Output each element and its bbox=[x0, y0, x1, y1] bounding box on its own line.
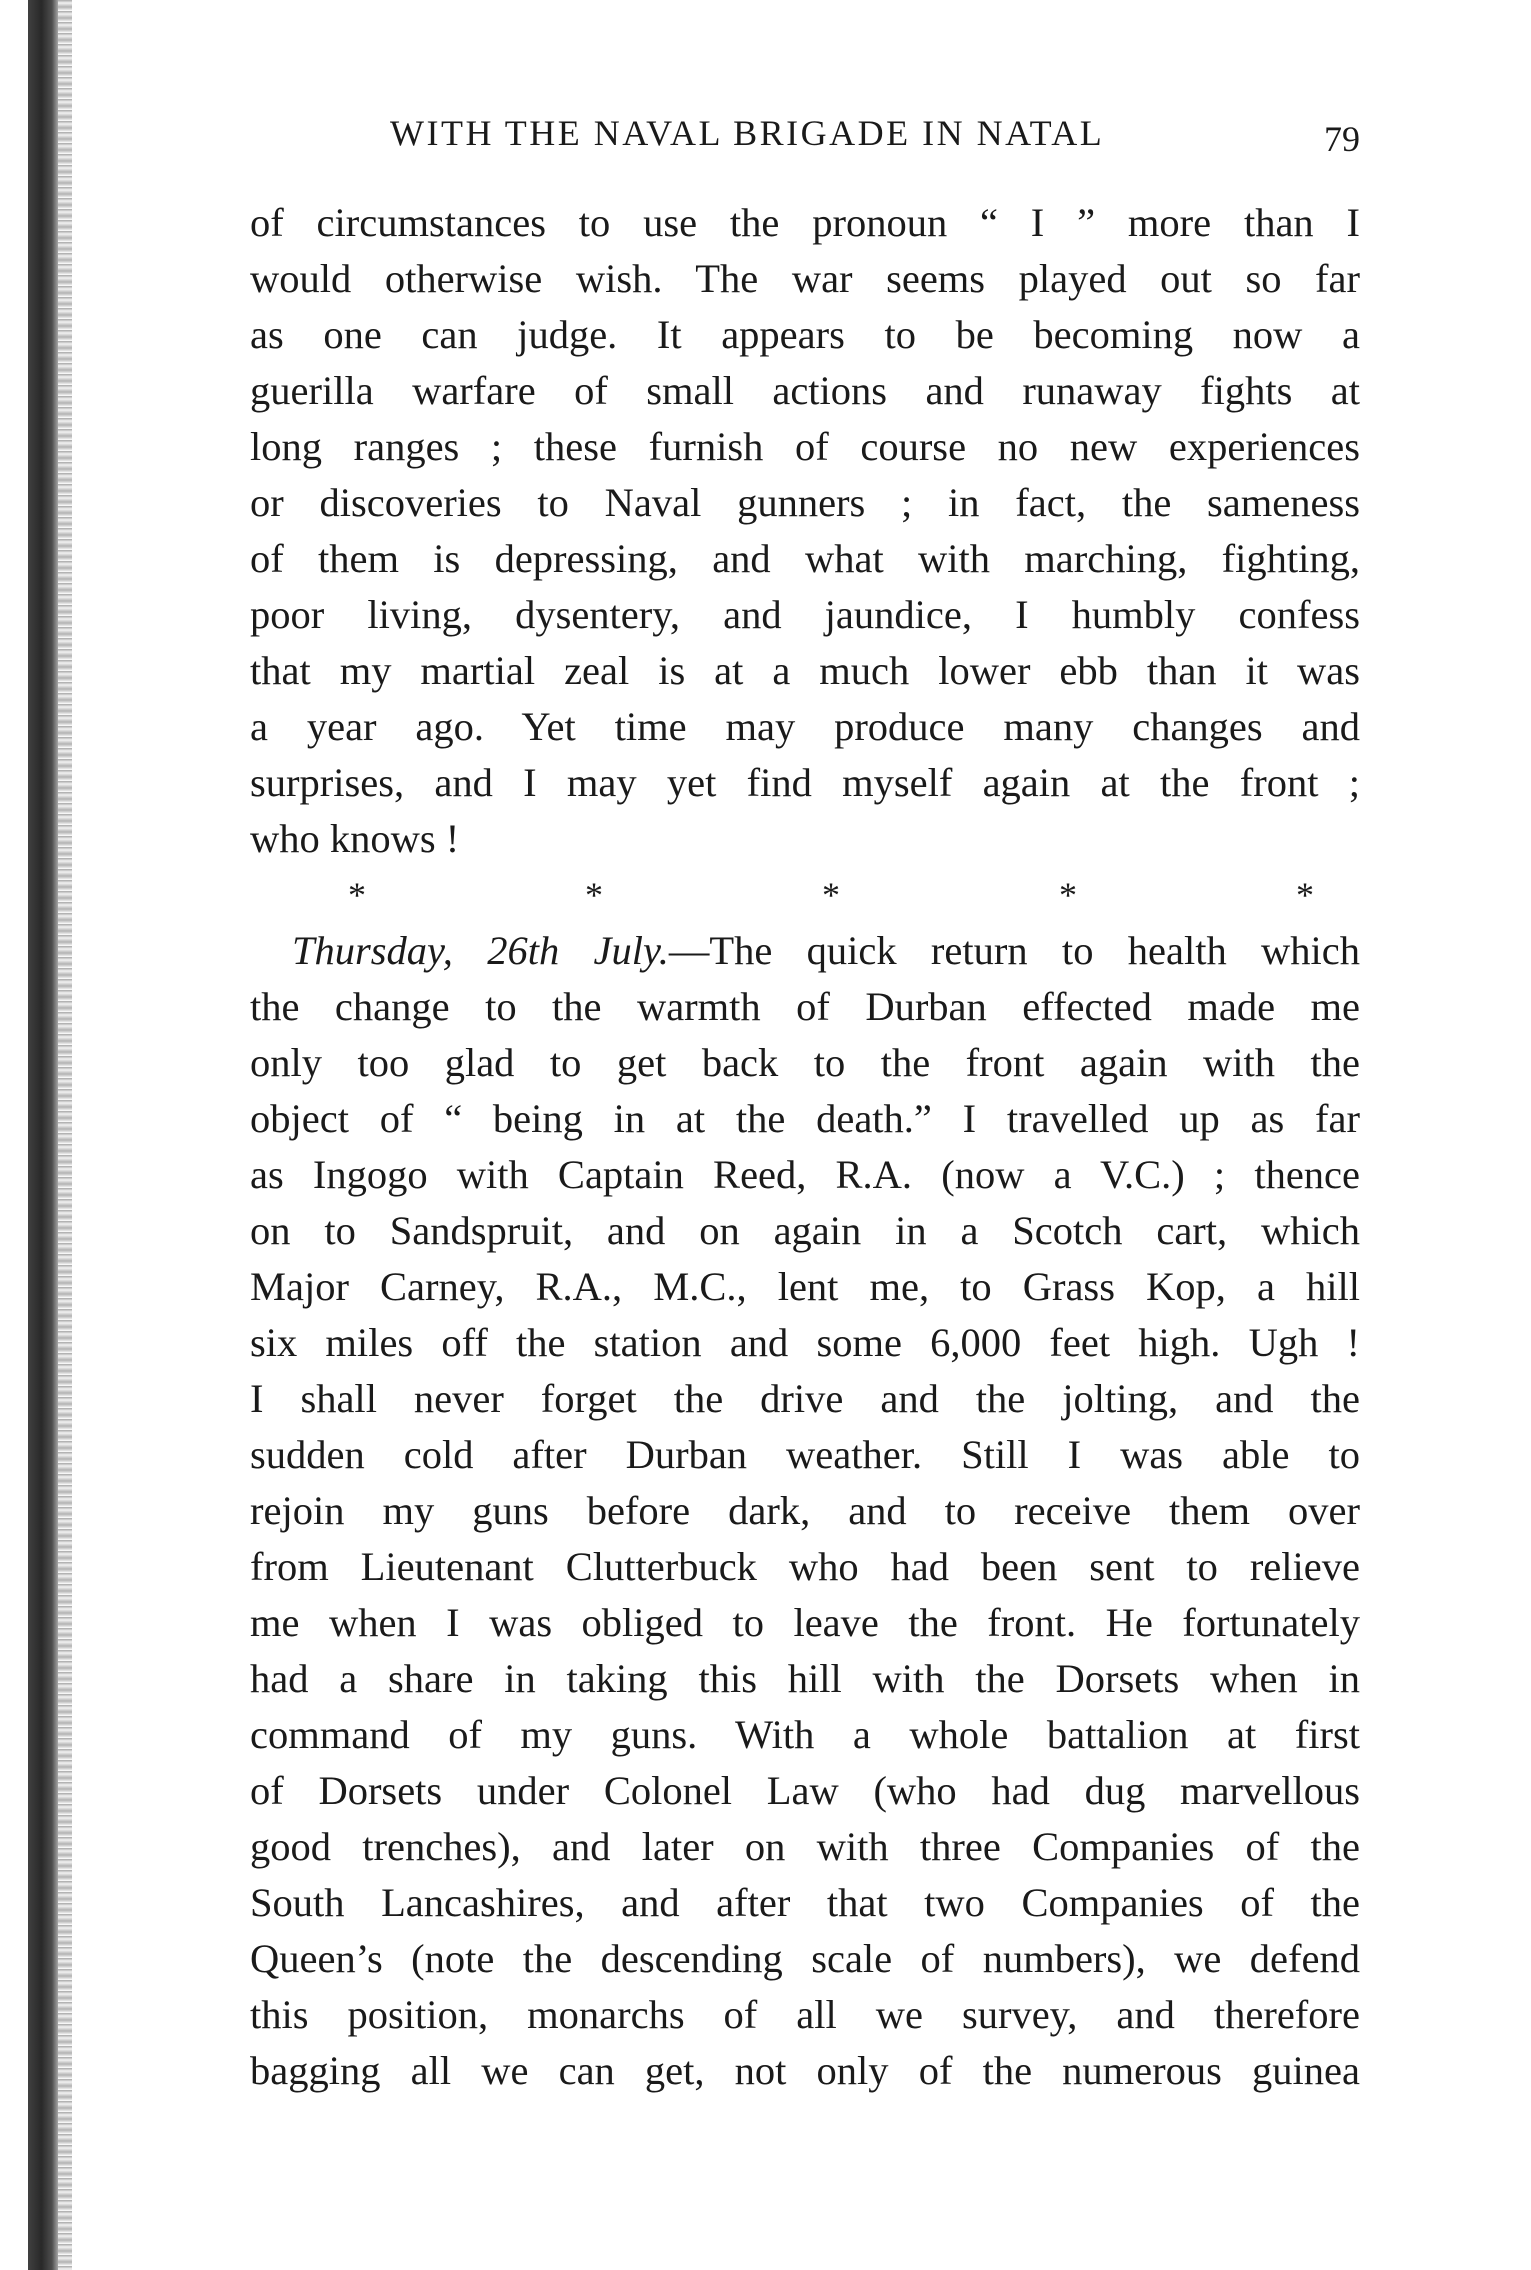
text-line: only too glad to get back to the front again with the bbox=[250, 1040, 1360, 1085]
text-line: command of my guns. With a whole battalion at first bbox=[250, 1712, 1360, 1757]
text-line: I shall never forget the drive and the jolting, and the bbox=[250, 1376, 1360, 1421]
text-line: as Ingogo with Captain Reed, R.A. (now a V.C.) ; thence bbox=[250, 1152, 1360, 1197]
text-line: object of “ being in at the death.” I travelled up as far bbox=[250, 1096, 1360, 1141]
text-line: surprises, and I may yet find myself again at the front ; bbox=[250, 760, 1360, 805]
text-line: bagging all we can get, not only of the numerous guinea bbox=[250, 2048, 1360, 2093]
entry-date: Thursday, 26th July. bbox=[292, 928, 669, 973]
text-line: this position, monarchs of all we survey, and therefore bbox=[250, 1992, 1360, 2037]
paragraph-1 bbox=[250, 195, 1360, 867]
text-line: me when I was obliged to leave the front. He fortunately bbox=[250, 1600, 1360, 1645]
book-binding-shadow bbox=[28, 0, 58, 2270]
text-line: six miles off the station and some 6,000 feet high. Ugh ! bbox=[250, 1320, 1360, 1365]
text-line: would otherwise wish. The war seems played out so far bbox=[250, 256, 1360, 301]
text-line: of Dorsets under Colonel Law (who had dug marvellous bbox=[250, 1768, 1360, 1813]
page-number: 79 bbox=[1324, 119, 1360, 159]
text-line: of circumstances to use the pronoun “ I ” more than I bbox=[250, 200, 1360, 245]
text-line: that my martial zeal is at a much lower ebb than it was bbox=[250, 648, 1360, 693]
asterisk: * bbox=[1059, 875, 1077, 915]
text-line: of them is depressing, and what with marching, fighting, bbox=[250, 536, 1360, 581]
asterisk: * bbox=[1296, 875, 1314, 915]
paragraph-2 bbox=[250, 923, 1360, 2099]
text-line: had a share in taking this hill with the Dorsets when in bbox=[250, 1656, 1360, 1701]
text-line: long ranges ; these furnish of course no new experiences bbox=[250, 424, 1360, 469]
text-line: South Lancashires, and after that two Companies of the bbox=[250, 1880, 1360, 1925]
asterisk: * bbox=[348, 875, 366, 915]
asterisk: * bbox=[822, 875, 840, 915]
text-line: or discoveries to Naval gunners ; in fact, the sameness bbox=[250, 480, 1360, 525]
body-text bbox=[250, 195, 1360, 2099]
text-line: Major Carney, R.A., M.C., lent me, to Grass Kop, a hill bbox=[250, 1264, 1360, 1309]
text-line: rejoin my guns before dark, and to receive them over bbox=[250, 1488, 1360, 1533]
text-line: who knows ! bbox=[250, 816, 460, 861]
text-line: Queen’s (note the descending scale of numbers), we defend bbox=[250, 1936, 1360, 1981]
first-line-rest: —The quick return to health which bbox=[668, 928, 1360, 973]
text-line: a year ago. Yet time may produce many changes and bbox=[250, 704, 1360, 749]
text-line: sudden cold after Durban weather. Still I was able to bbox=[250, 1432, 1360, 1477]
text-line: guerilla warfare of small actions and runaway fights at bbox=[250, 368, 1360, 413]
text-line: as one can judge. It appears to be becoming now a bbox=[250, 312, 1360, 357]
page-header bbox=[250, 112, 1360, 172]
text-line: the change to the warmth of Durban effected made me bbox=[250, 984, 1360, 1029]
section-separator bbox=[250, 867, 1360, 923]
asterisk: * bbox=[585, 875, 603, 915]
text-line: from Lieutenant Clutterbuck who had been sent to relieve bbox=[250, 1544, 1360, 1589]
text-line: poor living, dysentery, and jaundice, I humbly confess bbox=[250, 592, 1360, 637]
text-line-first bbox=[250, 923, 1360, 979]
running-title: WITH THE NAVAL BRIGADE IN NATAL bbox=[390, 113, 1105, 153]
page-gutter-edge bbox=[58, 0, 72, 2270]
text-line: good trenches), and later on with three Companies of the bbox=[250, 1824, 1360, 1869]
text-line: on to Sandspruit, and on again in a Scotch cart, which bbox=[250, 1208, 1360, 1253]
